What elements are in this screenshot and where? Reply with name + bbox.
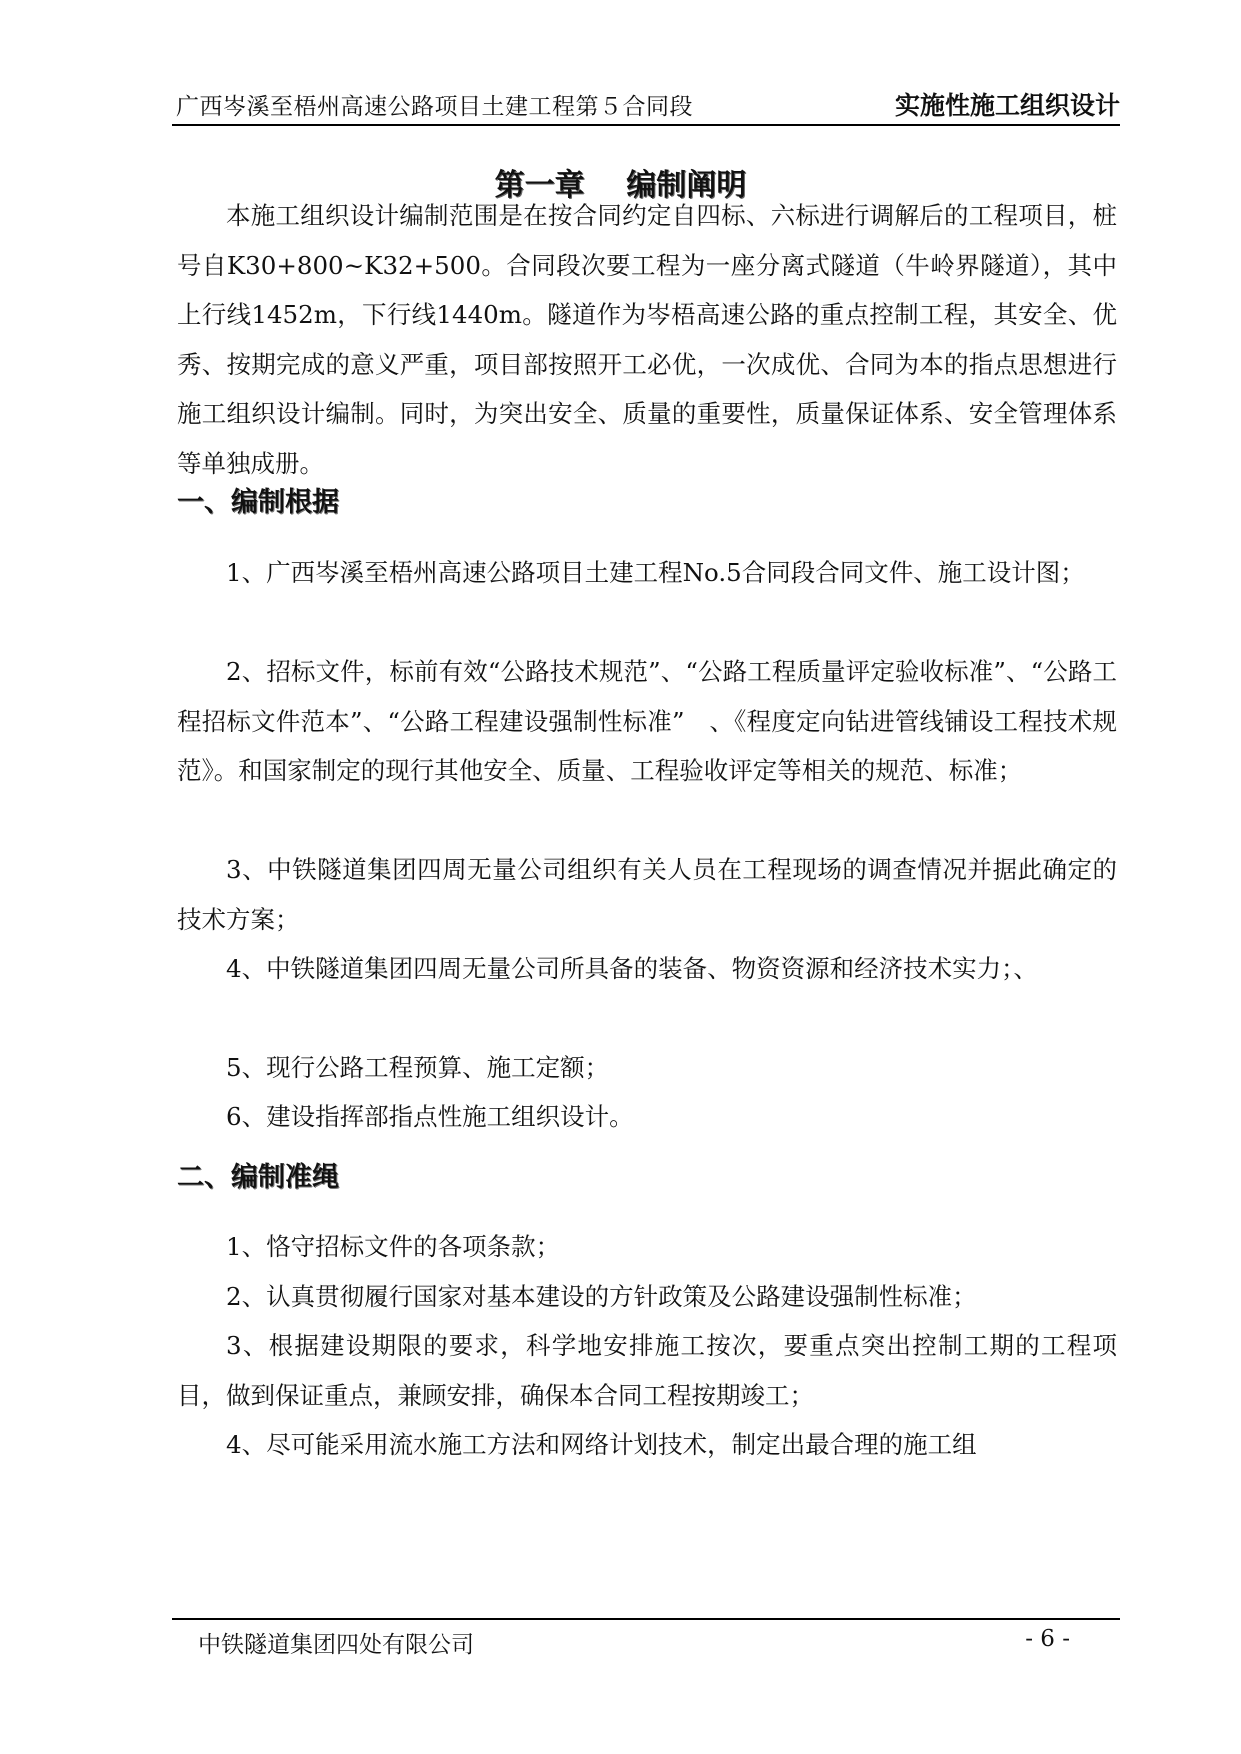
chapter-title: 第一章 编制阐明 [494, 168, 747, 203]
section2-item-2: 2、认真贯彻履行国家对基本建设的方针政策及公路建设强制性标准； [226, 1282, 977, 1311]
header-project-title: 广西岑溪至梧州高速公路项目土建工程第５合同段 [176, 94, 693, 120]
section2-heading: 二、编制准绳 [177, 1162, 339, 1193]
section1-item-1: 1、广西岑溪至梧州高速公路项目土建工程No.5合同段合同文件、施工设计图； [226, 558, 1085, 587]
page-header [172, 86, 1120, 126]
footer-company: 中铁隧道集团四处有限公司 [198, 1632, 474, 1658]
section1-item-5: 5、现行公路工程预算、施工定额； [226, 1053, 610, 1082]
section2-item-1: 1、恪守招标文件的各项条款； [226, 1232, 561, 1261]
section2-item-3: 3、根据建设期限的要求，科学地安排施工按次，要重点突出控制工期的工程项目，做到保证重点，兼顾安排，确保本合同工程按期竣工； [177, 1331, 1117, 1410]
section2-item-4: 4、尽可能采用流水施工方法和网络计划技术，制定出最合理的施工组 [226, 1430, 977, 1459]
section1-item-2: 2、招标文件，标前有效“公路技术规范”、“公路工程质量评定验收标准”、“公路工程招标文件范本”、“公路工程建设强制性标准” 、《程度定向钻进管线铺设工程技术规范》。和国家制定的现行其他安全、质量、工程验收评定等相关的规范、标准； [177, 657, 1117, 785]
section1-item-3: 3、中铁隧道集团四周无量公司组织有关人员在工程现场的调查情况并据此确定的技术方案； [177, 855, 1117, 934]
header-document-title: 实施性施工组织设计 [894, 91, 1120, 120]
section1-item-6: 6、建设指挥部指点性施工组织设计。 [226, 1102, 634, 1131]
section1-item-4: 4、中铁隧道集团四周无量公司所具备的装备、物资资源和经济技术实力；、 [226, 954, 1038, 983]
page-number: - 6 - [1025, 1626, 1070, 1652]
page-footer [172, 1618, 1120, 1660]
section1-heading: 一、编制根据 [177, 487, 339, 518]
intro-paragraph: 本施工组织设计编制范围是在按合同约定自四标、六标进行调解后的工程项目，桩号自K30+800~K32+500。合同段次要工程为一座分离式隧道（牛岭界隧道），其中上行线1452m，下行线1440m。隧道作为岑梧高速公路的重点控制工程，其安全、优秀、按期完成的意义严重，项目部按照开工必优，一次成优、合同为本的指点思想进行施工组织设计编制。同时，为突出安全、质量的重要性，质量保证体系、安全管理体系等单独成册。 [177, 201, 1117, 478]
